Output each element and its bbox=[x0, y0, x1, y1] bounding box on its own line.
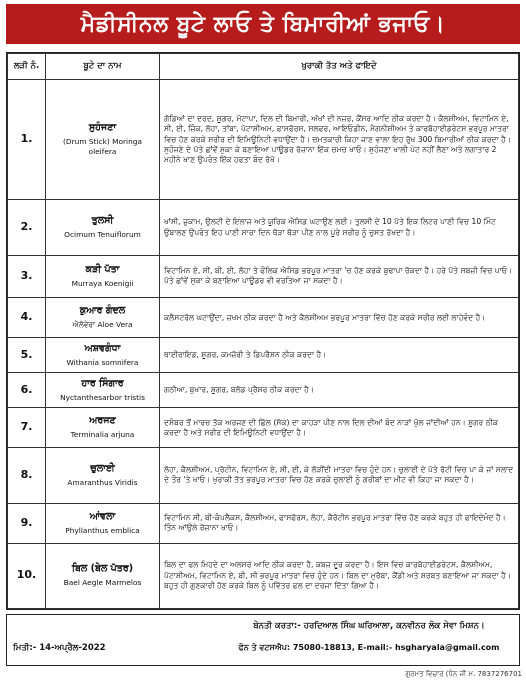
plant-name-cell bbox=[46, 448, 160, 503]
plant-name-cell bbox=[46, 503, 160, 543]
table-row bbox=[8, 373, 519, 408]
row-number: 6. bbox=[8, 373, 46, 408]
author-text: ਬੇਨਤੀ ਕਰਤਾ:- ਹਰਦਿਆਲ ਸਿੰਘ ਘਰਿਆਲਾ, ਕਨਵੀਨਰ ਲੋਕ ਸੇਵਾ ਮਿਸ਼ਨ। bbox=[253, 621, 485, 631]
header-serial: ਲੜੀ ਨੰ. bbox=[8, 54, 46, 80]
table-row bbox=[8, 338, 519, 373]
plant-name-scientific: Bael Aegle Marmelos bbox=[63, 578, 142, 588]
table-row bbox=[8, 448, 519, 503]
benefits-table bbox=[7, 53, 519, 609]
row-number: 7. bbox=[8, 408, 46, 448]
row-number: 8. bbox=[8, 448, 46, 503]
row-number: 2. bbox=[8, 200, 46, 255]
plant-name-scientific: Ocimum Tenuiflorum bbox=[64, 229, 141, 239]
plant-name-punjabi: ਅਰਜਣ bbox=[89, 415, 116, 427]
row-number: 9. bbox=[8, 503, 46, 543]
table-row bbox=[8, 503, 519, 543]
plant-benefits: ਵਿਟਾਮਿਨ ਏ, ਸੀ, ਬੀ, ਈ, ਲੋਹਾ ਤੇ ਫੌਲਿਕ ਐਸਿਡ ਭਰਪੂਰ ਮਾਤਰਾ 'ਚ ਹੋਣ ਕਰਕੇ ਬੁਢਾਪਾ ਰੋਕਦਾ ਹੈ। ਹਰੇ ਪੱਤੇ ਸਬਜ਼ੀ ਵਿਚ ਪਾਓ। ਪੱਤੇ ਛਾਂਵੇਂ ਸੁਕਾ ਕੇ ਬਣਾਇਆ ਪਾਊਡਰ ਵੀ ਵਰਤਿਆ ਜਾ ਸਕਦਾ ਹੈ। bbox=[160, 255, 519, 298]
plant-benefits: ਗੋਡਿਆਂ ਦਾ ਦਰਦ, ਸ਼ੂਗਰ, ਮੋਟਾਪਾ, ਦਿਲ ਦੀ ਬਿਮਾਰੀ, ਅੱਖਾਂ ਦੀ ਨਜ਼ਰ, ਕੈਂਸਰ ਆਦਿ ਠੀਕ ਕਰਦਾ ਹੈ। ਕੈਲਸ਼ੀਅਮ, ਵਿਟਾਮਿਨ ਏ, ਸੀ, ਈ, ਜ਼ਿੰਕ, ਲੋਹਾ, ਤਾਂਬਾ, ਪੋਟਾਸ਼ੀਅਮ, ਫਾਸਫੋਰਸ, ਸਲਫਰ, ਆਇਓਡੀਨ, ਮੈਗਨੀਸ਼ੀਅਮ ਤੇ ਕਾਰਬੋਹਾਈਡਰੇਟਸ ਭਰਪੂਰ ਮਾਤਰਾ ਵਿਚ ਹੋਣ ਕਰਕੇ ਸਰੀਰ ਦੀ ਇਮਿਊਨਿਟੀ ਵਧਾਉਂਦਾ ਹੈ। ਚਮਤਕਾਰੀ ਕਿਹਾ ਜਾਣ ਵਾਲਾ ਇਹ ਰੁੱਖ 300 ਬਿਮਾਰੀਆਂ ਠੀਕ ਕਰਦਾ ਹੈ। ਸੁਹੰਜਣੇ ਦੇ ਪੱਤੇ ਛਾਂਵੇਂ ਸੁਕਾ ਕੇ ਬਣਾਇਆ ਪਾਊਡਰ ਰੋਜ਼ਾਨਾ ਇੱਕ ਚਮਚ ਖਾਓ। ਸੁਹੰਜਣਾ ਖਾਲੀ ਪੇਟ ਨਹੀਂ ਲੈਣਾ ਅਤੇ ਲਗਾਤਾਰ 2 ਮਹੀਨੇ ਖਾਣ ਉਪਰੰਤ ਇੱਕ ਹਫਤਾ ਬੰਦ ਰੱਖੋ। bbox=[160, 80, 519, 200]
plant-name-cell bbox=[46, 80, 160, 200]
table-row bbox=[8, 255, 519, 298]
plant-benefits: ਖਾਂਸੀ, ਜ਼ੁਕਾਮ, ਉਲਟੀ ਦੇ ਇਲਾਜ ਅਤੇ ਯੂਰਿਕ ਐਸਿਡ ਘਟਾਉਣ ਲਈ। ਤੁਲਸੀ ਦੇ 10 ਪੱਤੇ ਇਕ ਲਿਟਰ ਪਾਣੀ ਵਿਚ 10 ਮਿੰਟ ਉਬਾਲਣ ਉਪਰੰਤ ਇਹ ਪਾਣੀ ਸਾਰਾ ਦਿਨ ਥੋੜਾ ਥੋੜਾ ਪੀਣ ਨਾਲ ਪੂਰੇ ਸਰੀਰ ਨੂੰ ਚੁਸਤ ਰੱਖਦਾ ਹੈ। bbox=[160, 200, 519, 255]
benefits-table-container bbox=[6, 52, 520, 610]
page-title: ਮੈਡੀਸੀਨਲ ਬੂਟੇ ਲਾਓ ਤੇ ਬਿਮਾਰੀਆਂ ਭਜਾਓ। bbox=[6, 4, 520, 44]
plant-benefits: ਗਠੀਆ, ਬੁਖਾਰ, ਸ਼ੂਗਰ, ਬਲੱਡ ਪ੍ਰੈਸ਼ਰ ਠੀਕ ਕਰਦਾ ਹੈ। bbox=[160, 373, 519, 408]
plant-name-cell bbox=[46, 298, 160, 338]
plant-name-punjabi: ਕੁਆਰ ਗੰਦਲ bbox=[79, 305, 126, 317]
plant-benefits: ਦਸੰਬਰ ਤੋਂ ਮਾਰਚ ਤੱਕ ਅਰਜਣ ਦੀ ਛਿੱਲ (ਸੱਕ) ਦਾ ਕਾਹੜਾ ਪੀਣ ਨਾਲ ਦਿਲ ਦੀਆਂ ਬੰਦ ਨਾੜਾਂ ਖੁੱਲ ਜਾਂਦੀਆਂ ਹਨ। ਸ਼ੂਗਰ ਠੀਕ ਕਰਦਾ ਹੈ ਅਤੇ ਸਰੀਰ ਦੀ ਇਮਿਊਨਿਟੀ ਵਧਾਉਂਦਾ ਹੈ। bbox=[160, 408, 519, 448]
plant-name-punjabi: ਸੁਹੰਜਣਾ bbox=[88, 122, 117, 134]
plant-name-punjabi: ਆਂਵਲਾ bbox=[89, 510, 116, 522]
table-row bbox=[8, 298, 519, 338]
plant-name-cell bbox=[46, 408, 160, 448]
plant-benefits: ਲੋਹਾ, ਕੈਲਸ਼ੀਅਮ, ਪ੍ਰੋਟੀਨ, ਵਿਟਾਮਿਨ ਏ, ਸੀ, ਈ, ਕੇ ਲੋੜੀਂਦੀ ਮਾਤਰਾ ਵਿਚ ਹੁੰਦੇ ਹਨ। ਚੁਲਾਈ ਦੇ ਪੱਤੇ ਰੋਟੀ ਵਿਚ ਪਾ ਕੇ ਜਾਂ ਸਲਾਦ ਦੇ ਤੌਰ 'ਤੇ ਖਾਓ। ਖੁਰਾਕੀ ਤੱਤ ਭਰਪੂਰ ਮਾਤਰਾ ਵਿਚ ਹੋਣ ਕਰਕੇ ਚੁਲਾਈ ਨੂੰ ਗਰੀਬਾਂ ਦਾ ਮੀਟ ਵੀ ਕਿਹਾ ਜਾ ਸਕਦਾ ਹੈ। bbox=[160, 448, 519, 503]
plant-name-punjabi: ਹਾਰ ਸਿੰਗਾਰ bbox=[81, 377, 124, 389]
contact-text: ਫੋਨ ਤੇ ਵਟਸਐਪ: 75080-18813, E-mail:- hsgharyala@gmail.com bbox=[238, 643, 500, 652]
header-benefits: ਖੁਰਾਕੀ ਤੱਤ ਅਤੇ ਫਾਇਦੇ bbox=[160, 54, 519, 80]
plant-name-scientific: Terminalia arjuna bbox=[70, 430, 135, 440]
plant-name-cell bbox=[46, 543, 160, 608]
plant-name-punjabi: ਚੁਲਾਈ bbox=[90, 463, 115, 475]
table-header-row bbox=[8, 54, 519, 80]
plant-name-cell bbox=[46, 373, 160, 408]
plant-name-punjabi: ਕੜੀ ਪੱਤਾ bbox=[85, 264, 120, 276]
plant-name-scientific: Withania somnifera bbox=[66, 357, 139, 367]
table-body bbox=[8, 80, 519, 609]
plant-name-scientific: Murraya Koenigii bbox=[71, 278, 134, 288]
table-row bbox=[8, 543, 519, 608]
plant-benefits: ਥਾਈਰਾਇਡ, ਸ਼ੂਗਰ, ਕਮਜ਼ੋਰੀ ਤੇ ਡਿਪਰੈਸ਼ਨ ਠੀਕ ਕਰਦਾ ਹੈ। bbox=[160, 338, 519, 373]
footer bbox=[6, 614, 520, 666]
plant-name-cell bbox=[46, 338, 160, 373]
row-number: 3. bbox=[8, 255, 46, 298]
plant-name-punjabi: ਅਸ਼ਵਗੰਧਾ bbox=[84, 342, 121, 354]
table-row bbox=[8, 80, 519, 200]
plant-name-scientific: (Drum Stick) Moringa oleifera bbox=[63, 137, 142, 157]
plant-benefits: ਵਿਟਾਮਿਨ ਸੀ, ਬੀ-ਕੰਪਲੈਕਸ, ਕੈਲਸ਼ੀਅਮ, ਫਾਸਫੋਰਸ, ਲੋਹਾ, ਕੈਰੋਟੀਨ ਭਰਪੂਰ ਮਾਤਰਾ ਵਿੱਚ ਹੋਣ ਕਰਕੇ ਬਹੁਤ ਹੀ ਫਾਇਦੇਮੰਦ ਹੈ। ਤਿੰਨ ਆਂਉਲੇ ਰੋਜ਼ਾਨਾ ਖਾਓ। bbox=[160, 503, 519, 543]
plant-name-cell bbox=[46, 200, 160, 255]
plant-name-scientific: Phyllanthus emblica bbox=[65, 525, 140, 535]
plant-benefits: ਕਲੈਸਟਰੋਲ ਘਟਾਉਂਦਾ, ਜ਼ਖਮ ਠੀਕ ਕਰਦਾ ਹੈ ਅਤੇ ਕੈਲਸ਼ੀਅਮ ਭਰਪੂਰ ਮਾਤਰਾ ਵਿੱਚ ਹੋਣ ਕਰਕੇ ਸਰੀਰ ਲਈ ਲਾਹੇਵੰਦ ਹੈ। bbox=[160, 298, 519, 338]
row-number: 5. bbox=[8, 338, 46, 373]
table-row bbox=[8, 408, 519, 448]
plant-name-scientific: Amaranthus Viridis bbox=[67, 477, 138, 487]
table-row bbox=[8, 200, 519, 255]
plant-name-cell bbox=[46, 255, 160, 298]
plant-name-punjabi: ਤੁਲਸੀ bbox=[91, 215, 114, 227]
row-number: 4. bbox=[8, 298, 46, 338]
row-number: 1. bbox=[8, 80, 46, 200]
plant-benefits: ਬਿਲ ਦਾ ਫਲ ਮਿਹਦੇ ਦਾ ਅਲਸਰ ਆਦਿ ਠੀਕ ਕਰਦਾ ਹੈ, ਕਬਜ਼ ਦੂਰ ਕਰਦਾ ਹੈ। ਇਸ ਵਿਚ ਕਾਰਬੋਹਾਈਡਰੇਟਸ, ਕੈਲਸ਼ੀਅਮ, ਪੋਟਾਸ਼ੀਅਮ, ਵਿਟਾਮਿਨ ਏ, ਬੀ, ਸੀ ਭਰਪੂਰ ਮਾਤਰਾ ਵਿਚ ਹੁੰਦੇ ਹਨ। ਬਿਲ ਦਾ ਮੁਰੱਬਾ, ਕੈਂਡੀ ਅਤੇ ਸ਼ਰਬਤ ਬਣਾਇਆ ਜਾ ਸਕਦਾ ਹੈ। ਬਹੁਤ ਹੀ ਗੁਣਕਾਰੀ ਹੋਣ ਕਰਕੇ ਬਿਲ ਨੂੰ ਪਵਿੱਤਰ ਫਲ ਦਾ ਦਰਜਾ ਦਿੱਤਾ ਗਿਆ ਹੈ। bbox=[160, 543, 519, 608]
plant-name-scientific: ਐਲੋਵੇਰਾ Aloe Vera bbox=[72, 320, 133, 330]
row-number: 10. bbox=[8, 543, 46, 608]
date-text: ਮਿਤੀ:- 14-ਅਪ੍ਰੈਲ-2022 bbox=[13, 643, 106, 653]
header-plant-name: ਬੂਟੇ ਦਾ ਨਾਮ bbox=[46, 54, 160, 80]
plant-name-punjabi: ਬਿਲ (ਬੇਲ ਪੱਤਰ) bbox=[71, 563, 134, 575]
plant-name-scientific: Nyctanthesarbor tristis bbox=[60, 392, 145, 402]
watermark-text: ਗੁਰਮਤ ਵਿਚਾਰ (ਧੰਨ ਜੀ ਮ. 7837276701 bbox=[405, 670, 522, 678]
